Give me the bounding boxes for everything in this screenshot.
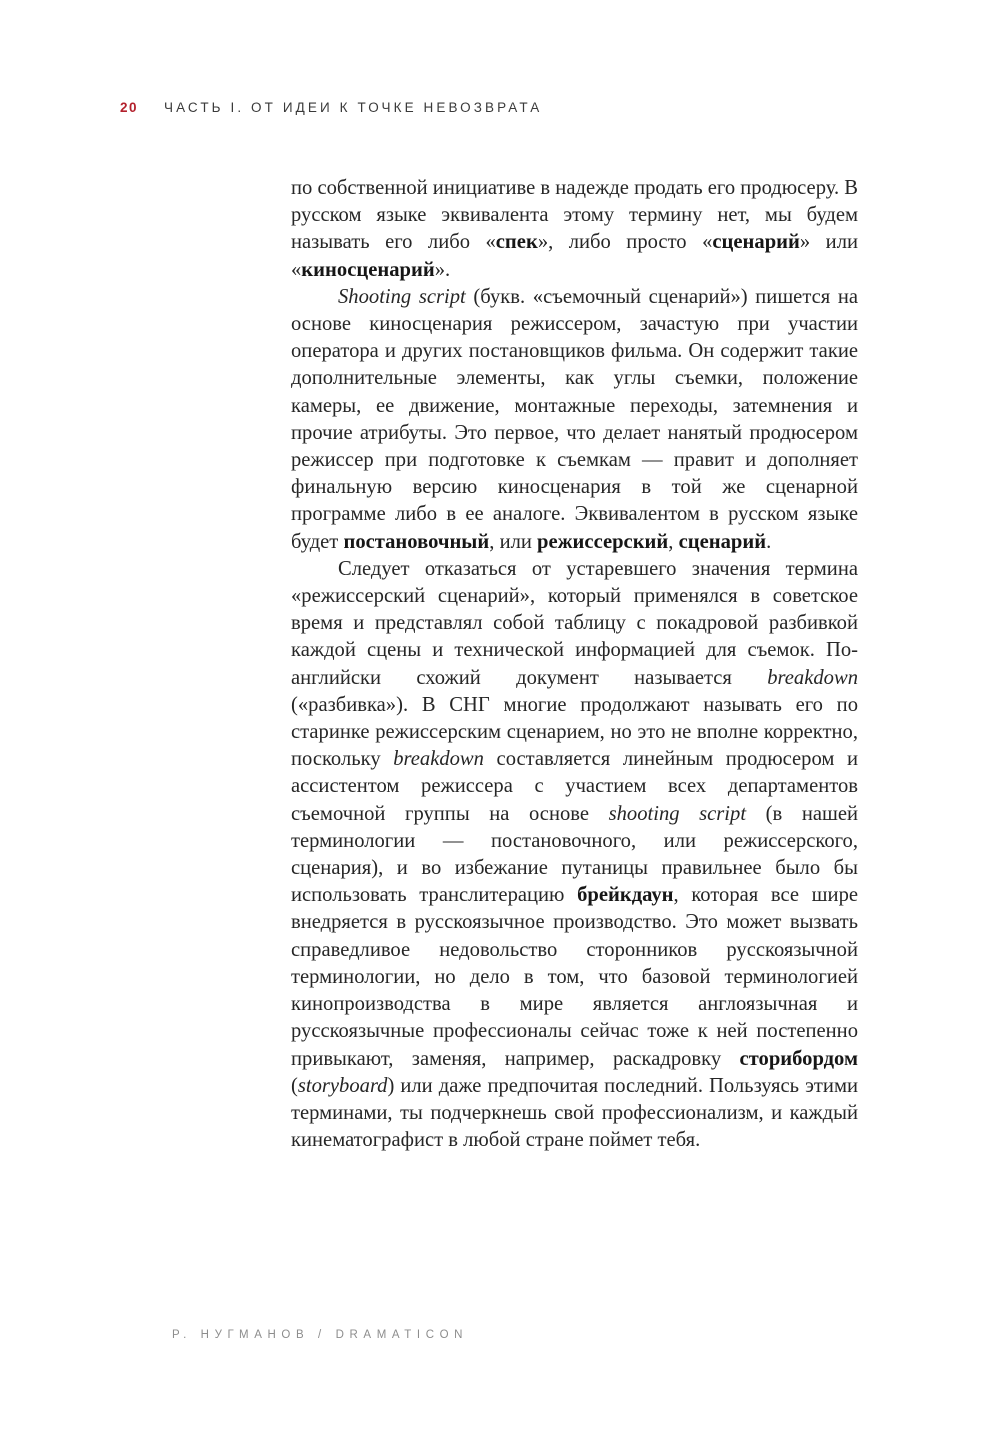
paragraph-1 — [291, 175, 858, 284]
text-run: ) или даже предпочитая последний. Пользуясь этими терминами, ты подчеркнешь свой профессионализм, и каждый кинематографист в любой стране поймет тебя. — [291, 1074, 858, 1152]
bold-term-breakdown: брейкдаун — [577, 884, 674, 907]
italic-term-shooting-script: Shooting script — [338, 285, 466, 308]
text-run: ». — [434, 258, 451, 281]
text-run: » или « — [291, 231, 858, 281]
italic-term-storyboard: storyboard — [297, 1074, 388, 1097]
italic-term-breakdown: breakdown — [393, 748, 484, 771]
text-run: (букв. «съемочный сценарий») пишется на основе киносценария режиссером, зачастую при участии оператора и других постановщиков фильма. Он содержит такие дополнительные элементы, как углы съемки, положение камеры, ее движение, монтажные переходы, затемнения и прочие атрибуты. Это первое, что делает нанятый продюсером режиссер при подготовке к съемкам — правит и дополняет финальную версию киносценария в той же сценарной программе либо в ее аналоге. Эквивалентом в русском языке будет — [291, 285, 858, 553]
italic-term-shooting-script: shooting script — [608, 802, 747, 825]
text-run: , которая все шире внедряется в русскоязычное производство. Это может вызвать справедливое недовольство сторонников русскоязычной терминологии, но дело в том, что базовой терминологией кинопроизводства в мире является англоязычная и русскоязычные профессионалы сейчас тоже к ней постепенно привыкают, заменяя, например, раскадровку — [291, 884, 859, 1070]
text-run: Следует отказаться от устаревшего значения термина «режиссерский сценарий», который применялся в советское время и представлял собой таблицу с покадровой разбивкой каждой сцены и технической информацией для съемок. По-английски схожий документ называется — [291, 557, 858, 689]
running-head — [120, 100, 542, 115]
text-run: , — [668, 530, 679, 553]
paragraph-2 — [291, 284, 858, 556]
page-number: 20 — [120, 100, 139, 115]
italic-term-breakdown: breakdown — [767, 666, 858, 689]
bold-term-kinoscenario: киносценарий — [301, 258, 435, 281]
bold-term-rezhisserskiy: режиссерский — [537, 530, 669, 553]
text-run: по собственной инициативе в надежде продать его продюсеру. В русском языке эквивалента этому термину нет, мы будем называть его либо « — [291, 177, 858, 254]
text-run: », либо просто « — [537, 231, 713, 254]
text-run: ( — [291, 1074, 298, 1097]
text-run: («разбивка»). В СНГ многие продолжают называть его по старинке режиссерским сценарием, но это не вполне корректно, поскольку — [291, 693, 858, 771]
bold-term-postanovochny: постановочный — [343, 530, 490, 553]
footer-credit: Р. НУГМАНОВ / DRAMATICON — [172, 1329, 469, 1341]
bold-term-scenario: сценарий — [712, 231, 800, 254]
text-run: составляется линейным продюсером и ассистентом режиссера с участием всех департаментов съемочной группы на основе — [291, 748, 858, 825]
paragraph-3 — [291, 556, 858, 1154]
text-run: . — [766, 530, 772, 553]
bold-term-scenariy: сценарий — [678, 530, 767, 553]
bold-term-spec: спек — [495, 231, 538, 254]
text-run: (в нашей терминологии — постановочного, или режиссерского, сценария), и во избежание путаницы правильнее было бы использовать транслитерацию — [291, 802, 859, 907]
section-title: ЧАСТЬ I. ОТ ИДЕИ К ТОЧКЕ НЕВОЗВРАТА — [164, 100, 543, 115]
body-text — [291, 175, 858, 1154]
bold-term-storyboard: сторибордом — [739, 1047, 858, 1070]
text-run: , или — [489, 530, 538, 553]
